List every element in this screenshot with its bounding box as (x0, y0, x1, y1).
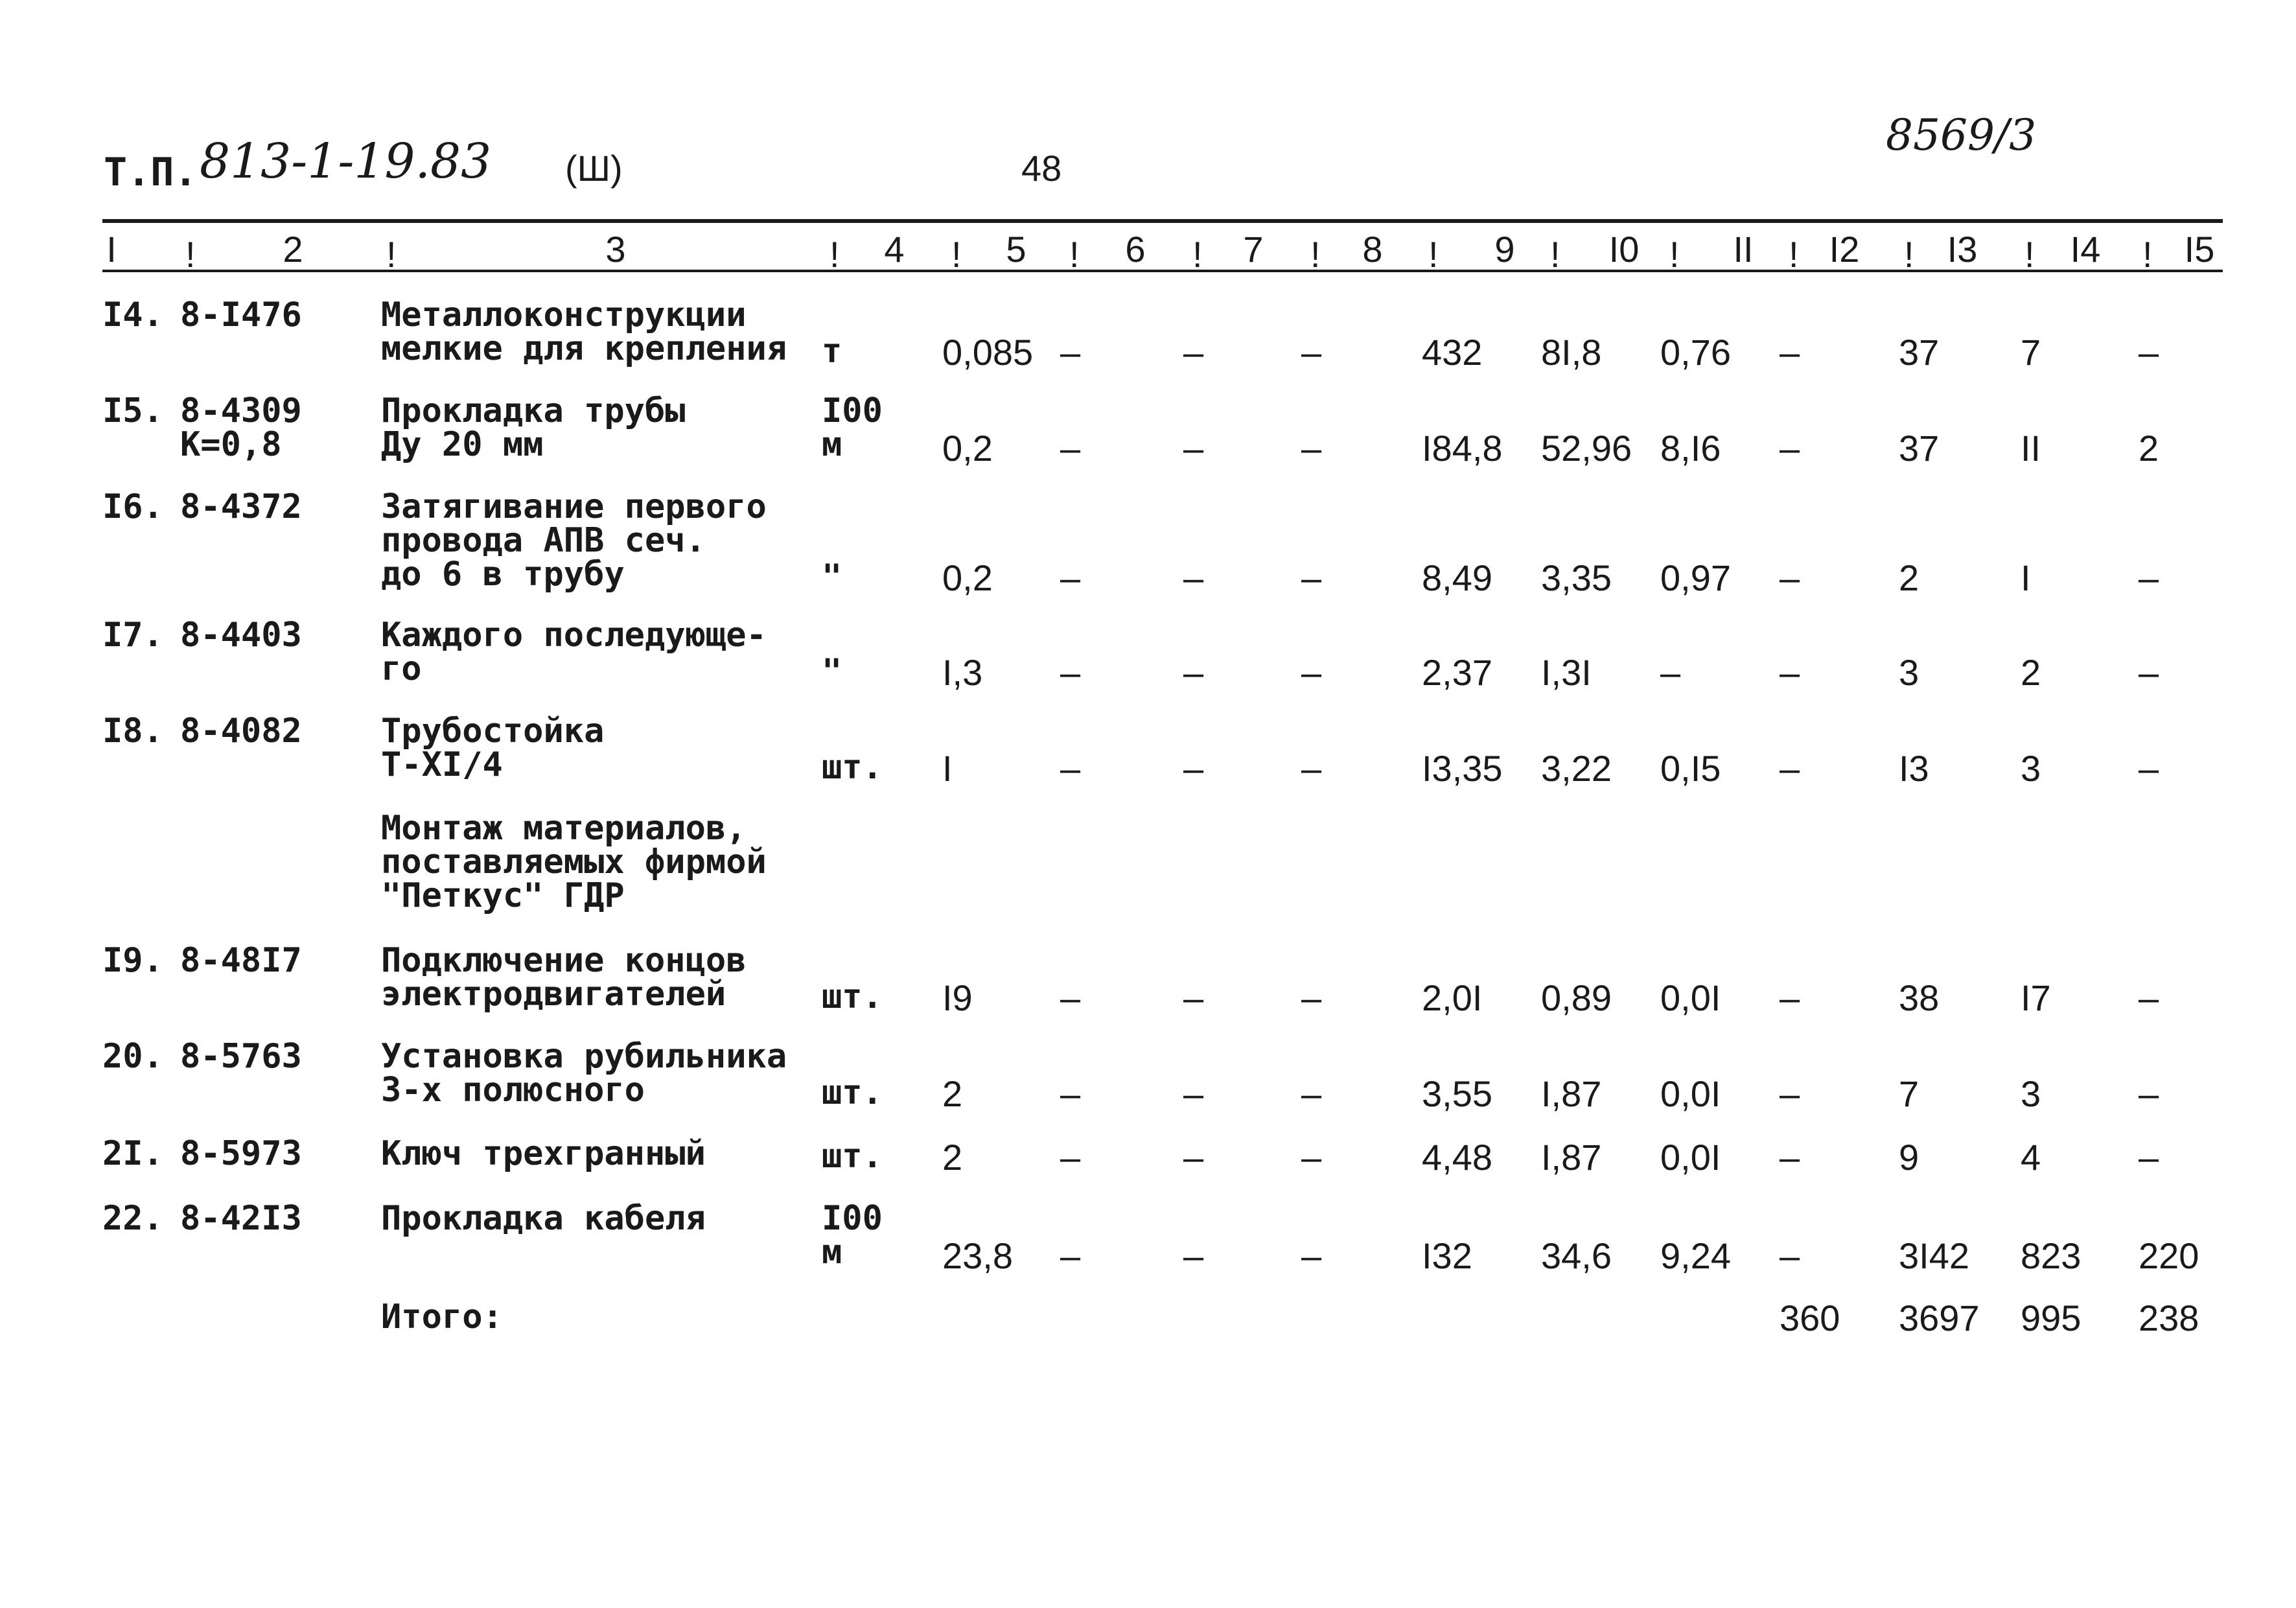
cell-c14: II (2021, 428, 2041, 469)
cell-c6: – (1060, 652, 1081, 693)
cell-c9: 3,55 (1422, 1073, 1492, 1114)
project-code: 813-1-19.83 (200, 134, 492, 189)
column-header-5: 5 (1006, 229, 1026, 270)
column-separator: ! (829, 234, 840, 275)
unit: " (822, 652, 842, 691)
unit: м (822, 1233, 842, 1272)
cell-c11: 0,I5 (1660, 748, 1721, 789)
unit: шт. (822, 1073, 883, 1112)
work-description: 3-х полюсного (381, 1071, 645, 1110)
cell-c13: 38 (1899, 977, 1940, 1018)
work-description: го (381, 649, 422, 688)
cell-c12: – (1780, 652, 1800, 693)
column-header-4: 4 (884, 229, 905, 270)
cell-c11: 9,24 (1660, 1235, 1731, 1276)
cell-c12: – (1780, 1073, 1800, 1114)
cell-qty: 2 (942, 1137, 963, 1178)
cell-c15: – (2139, 332, 2159, 373)
total-c15: 238 (2139, 1298, 2199, 1338)
cell-c6: – (1060, 977, 1081, 1018)
cell-qty: 0,085 (942, 332, 1034, 373)
work-description: Металлоконструкции (381, 296, 747, 334)
work-description: Затягивание первого (381, 487, 767, 526)
cell-c11: 0,0I (1660, 1073, 1721, 1114)
cell-c7: – (1183, 1235, 1204, 1276)
cell-c14: 3 (2021, 1073, 2041, 1114)
cell-c8: – (1301, 1137, 1322, 1178)
cell-c15: – (2139, 748, 2159, 789)
cell-c11: – (1660, 652, 1681, 693)
cell-c10: 3,35 (1541, 557, 1612, 598)
doc-prefix: Т.П. (104, 150, 198, 195)
total-c13: 3697 (1899, 1298, 1980, 1338)
column-separator: ! (1428, 234, 1439, 275)
cell-c6: – (1060, 1137, 1081, 1178)
cell-c15: – (2139, 1073, 2159, 1114)
cell-qty: 2 (942, 1073, 963, 1114)
item-number: 20. (102, 1037, 163, 1076)
work-description: Подключение концов (381, 941, 747, 980)
unit: шт. (822, 1137, 883, 1176)
cell-c15: 2 (2139, 428, 2159, 469)
cell-c13: 3I42 (1899, 1235, 1969, 1276)
column-header-12: I2 (1829, 229, 1860, 270)
total-label: Итого: (381, 1298, 503, 1336)
cell-c12: – (1780, 977, 1800, 1018)
norm-code: 8-I476 (180, 296, 302, 334)
column-header-9: 9 (1494, 229, 1515, 270)
page-number: 48 (1021, 148, 1062, 189)
cell-c7: – (1183, 332, 1204, 373)
norm-code: К=0,8 (180, 425, 282, 464)
norm-code: 8-5973 (180, 1134, 302, 1173)
item-number: 2I. (102, 1134, 163, 1173)
cell-c9: 2,37 (1422, 652, 1492, 693)
cell-c6: – (1060, 557, 1081, 598)
unit: шт. (822, 748, 883, 787)
total-c14: 995 (2021, 1298, 2081, 1338)
column-separator: ! (951, 234, 962, 275)
cell-c10: I,87 (1541, 1073, 1602, 1114)
work-description: Прокладка кабеля (381, 1199, 706, 1238)
work-description: до 6 в трубу (381, 555, 625, 594)
cell-c7: – (1183, 1137, 1204, 1178)
norm-code: 8-5763 (180, 1037, 302, 1076)
table-top-rule (102, 219, 2223, 223)
total-c12: 360 (1780, 1298, 1840, 1338)
cell-c13: 2 (1899, 557, 1919, 598)
column-header-2: 2 (283, 229, 303, 270)
cell-c12: – (1780, 332, 1800, 373)
cell-c9: 8,49 (1422, 557, 1492, 598)
item-number: I9. (102, 941, 163, 980)
cell-c14: I (2021, 557, 2031, 598)
norm-code: 8-4309 (180, 391, 302, 430)
cell-c14: 4 (2021, 1137, 2041, 1178)
cell-c6: – (1060, 1235, 1081, 1276)
cell-c7: – (1183, 977, 1204, 1018)
norm-code: 8-48I7 (180, 941, 302, 980)
cell-c11: 0,0I (1660, 1137, 1721, 1178)
column-separator: ! (2024, 234, 2035, 275)
work-description: Ключ трехгранный (381, 1134, 706, 1173)
cell-c9: 432 (1422, 332, 1483, 373)
cell-c6: – (1060, 1073, 1081, 1114)
column-header-10: I0 (1608, 229, 1640, 270)
cell-c8: – (1301, 1235, 1322, 1276)
cell-c9: 2,0I (1422, 977, 1483, 1018)
cell-qty: I9 (942, 977, 973, 1018)
unit: " (822, 557, 842, 596)
cell-c15: – (2139, 1137, 2159, 1178)
cell-c8: – (1301, 557, 1322, 598)
norm-code: 8-42I3 (180, 1199, 302, 1238)
column-separator: ! (1789, 234, 1799, 275)
work-description: Установка рубильника (381, 1037, 787, 1076)
cell-c10: 52,96 (1541, 428, 1632, 469)
cell-c12: – (1780, 1235, 1800, 1276)
item-number: 22. (102, 1199, 163, 1238)
cell-c6: – (1060, 332, 1081, 373)
cell-c9: 4,48 (1422, 1137, 1492, 1178)
item-number: I5. (102, 391, 163, 430)
cell-c13: I3 (1899, 748, 1929, 789)
cell-c8: – (1301, 1073, 1322, 1114)
cell-qty: I,3 (942, 652, 983, 693)
cell-c8: – (1301, 332, 1322, 373)
column-header-11: II (1733, 229, 1754, 270)
work-description: поставляемых фирмой (381, 843, 767, 881)
archive-number: 8569/3 (1886, 110, 2037, 160)
item-number: I8. (102, 712, 163, 751)
work-description: Т-XI/4 (381, 745, 503, 784)
column-separator: ! (1069, 234, 1080, 275)
column-separator: ! (1669, 234, 1680, 275)
cell-c13: 37 (1899, 428, 1940, 469)
work-description: Трубостойка (381, 712, 605, 751)
column-header-3: 3 (605, 229, 626, 270)
item-number: I7. (102, 616, 163, 655)
column-separator: ! (185, 234, 196, 275)
column-header-7: 7 (1243, 229, 1264, 270)
cell-c13: 7 (1899, 1073, 1919, 1114)
cell-c15: – (2139, 652, 2159, 693)
cell-c10: I,3I (1541, 652, 1592, 693)
cell-c15: 220 (2139, 1235, 2199, 1276)
cell-c7: – (1183, 428, 1204, 469)
norm-code: 8-4372 (180, 487, 302, 526)
unit: I00 (822, 391, 883, 430)
cell-c14: 823 (2021, 1235, 2081, 1276)
column-header-6: 6 (1125, 229, 1146, 270)
column-separator: ! (1550, 234, 1560, 275)
work-description: электродвигателей (381, 975, 726, 1014)
cell-c14: I7 (2021, 977, 2051, 1018)
cell-c10: 0,89 (1541, 977, 1612, 1018)
cell-c8: – (1301, 748, 1322, 789)
column-header-8: 8 (1362, 229, 1383, 270)
norm-code: 8-4403 (180, 616, 302, 655)
cell-c12: – (1780, 557, 1800, 598)
column-separator: ! (2142, 234, 2153, 275)
cell-c10: I,87 (1541, 1137, 1602, 1178)
cell-c11: 0,0I (1660, 977, 1721, 1018)
work-description: Монтаж материалов, (381, 809, 747, 848)
unit: м (822, 425, 842, 464)
cell-c11: 8,I6 (1660, 428, 1721, 469)
unit: I00 (822, 1199, 883, 1238)
cell-c15: – (2139, 557, 2159, 598)
cell-c10: 8I,8 (1541, 332, 1602, 373)
cell-c7: – (1183, 748, 1204, 789)
item-number: I4. (102, 296, 163, 334)
cell-qty: I (942, 748, 953, 789)
cell-c8: – (1301, 977, 1322, 1018)
column-header-14: I4 (2070, 229, 2101, 270)
cell-c13: 37 (1899, 332, 1940, 373)
column-separator: ! (1904, 234, 1914, 275)
norm-code: 8-4082 (180, 712, 302, 751)
work-description: провода АПВ сеч. (381, 521, 706, 560)
work-description: "Петкус" ГДР (381, 876, 625, 915)
cell-c13: 9 (1899, 1137, 1919, 1178)
cell-qty: 0,2 (942, 428, 993, 469)
column-separator: ! (1310, 234, 1321, 275)
cell-c12: – (1780, 748, 1800, 789)
cell-c9: I84,8 (1422, 428, 1503, 469)
work-description: Каждого последующе- (381, 616, 767, 655)
work-description: мелкие для крепления (381, 329, 787, 368)
cell-c14: 7 (2021, 332, 2041, 373)
work-description: Ду 20 мм (381, 425, 544, 464)
cell-c12: – (1780, 428, 1800, 469)
cell-qty: 23,8 (942, 1235, 1013, 1276)
cell-c10: 3,22 (1541, 748, 1612, 789)
section-number: (Ш) (565, 148, 623, 189)
cell-c7: – (1183, 1073, 1204, 1114)
cell-c9: I3,35 (1422, 748, 1503, 789)
unit: шт. (822, 977, 883, 1016)
cell-c11: 0,76 (1660, 332, 1731, 373)
column-header-1: I (106, 229, 117, 270)
cell-c7: – (1183, 652, 1204, 693)
unit: т (822, 332, 842, 371)
cell-c14: 3 (2021, 748, 2041, 789)
item-number: I6. (102, 487, 163, 526)
cell-c6: – (1060, 428, 1081, 469)
work-description: Прокладка трубы (381, 391, 686, 430)
cell-c13: 3 (1899, 652, 1919, 693)
cell-c10: 34,6 (1541, 1235, 1612, 1276)
column-separator: ! (1192, 234, 1203, 275)
column-separator: ! (386, 234, 397, 275)
cell-c15: – (2139, 977, 2159, 1018)
cell-c8: – (1301, 428, 1322, 469)
cell-c14: 2 (2021, 652, 2041, 693)
cell-c8: – (1301, 652, 1322, 693)
cell-c6: – (1060, 748, 1081, 789)
cell-qty: 0,2 (942, 557, 993, 598)
column-header-15: I5 (2184, 229, 2215, 270)
cell-c7: – (1183, 557, 1204, 598)
cell-c11: 0,97 (1660, 557, 1731, 598)
column-header-13: I3 (1947, 229, 1978, 270)
cell-c12: – (1780, 1137, 1800, 1178)
cell-c9: I32 (1422, 1235, 1472, 1276)
